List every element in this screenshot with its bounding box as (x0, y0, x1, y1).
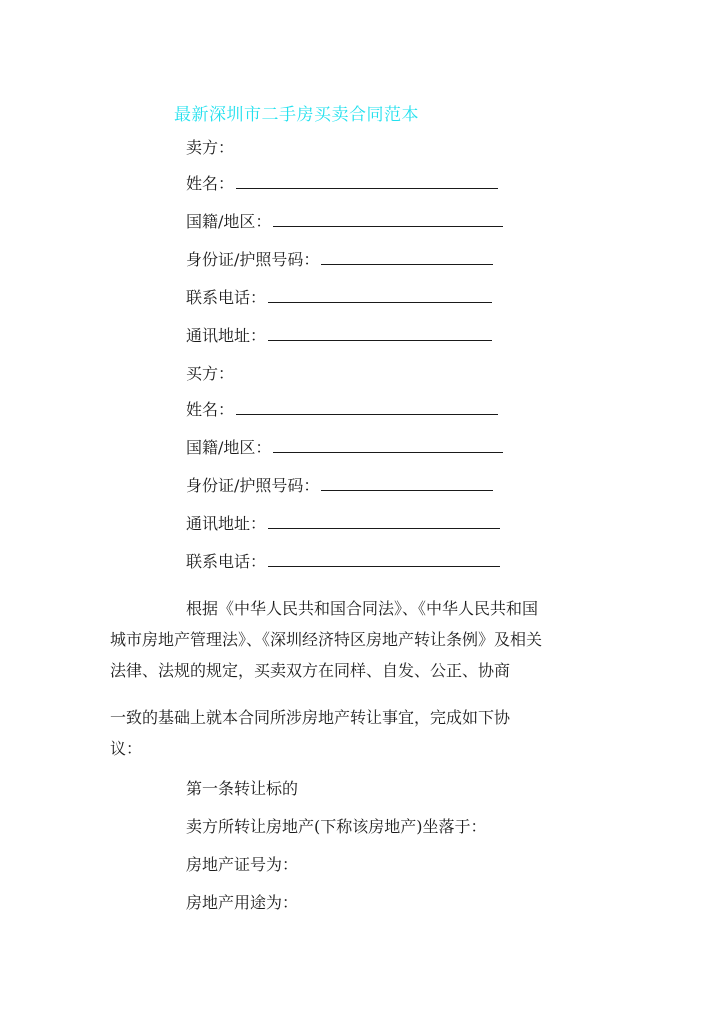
seller-id-row (186, 249, 493, 271)
buyer-id-label: 身份证/护照号码： (186, 476, 320, 495)
buyer-name-label: 姓名： (186, 400, 235, 419)
seller-address-label: 通讯地址： (186, 326, 267, 345)
preamble-line-4: 一致的基础上就本合同所涉房地产转让事宜，完成如下协 (110, 708, 511, 727)
preamble-line-1: 根据《中华人民共和国合同法》、《中华人民共和国 (186, 599, 539, 618)
seller-id-label: 身份证/护照号码： (186, 250, 320, 269)
seller-nationality-blank[interactable] (273, 212, 503, 227)
seller-id-blank[interactable] (321, 250, 493, 265)
seller-heading: 卖方： (186, 138, 235, 157)
buyer-address-blank[interactable] (268, 514, 500, 529)
preamble-line-2: 城市房地产管理法》、《深圳经济特区房地产转让条例》及相关 (110, 630, 543, 649)
preamble-line-5: 议： (110, 739, 143, 758)
buyer-address-row (186, 513, 500, 535)
buyer-nationality-row (186, 437, 503, 459)
seller-name-label: 姓名： (186, 174, 235, 193)
buyer-nationality-label: 国籍/地区： (186, 438, 272, 457)
seller-address-blank[interactable] (268, 326, 492, 341)
seller-name-row (186, 173, 498, 195)
buyer-phone-blank[interactable] (268, 552, 500, 567)
seller-phone-blank[interactable] (268, 288, 492, 303)
seller-phone-label: 联系电话： (186, 288, 267, 307)
seller-name-blank[interactable] (236, 174, 498, 189)
seller-nationality-label: 国籍/地区： (186, 212, 272, 231)
seller-nationality-row (186, 211, 503, 233)
buyer-phone-label: 联系电话： (186, 552, 267, 571)
document-title: 最新深圳市二手房买卖合同范本 (174, 105, 419, 125)
buyer-heading: 买方： (186, 364, 235, 383)
article-1-location: 卖方所转让房地产(下称该房地产)坐落于： (186, 817, 487, 836)
article-1-heading: 第一条转让标的 (186, 779, 299, 798)
buyer-phone-row (186, 551, 500, 573)
seller-address-row (186, 325, 492, 347)
article-1-usage: 房地产用途为： (186, 893, 299, 912)
buyer-nationality-blank[interactable] (273, 438, 503, 453)
seller-phone-row (186, 287, 492, 309)
preamble-line-3: 法律、法规的规定，买卖双方在同样、自发、公正、协商 (110, 661, 511, 680)
article-1-cert-no: 房地产证号为： (186, 855, 299, 874)
buyer-id-row (186, 475, 493, 497)
buyer-address-label: 通讯地址： (186, 514, 267, 533)
buyer-id-blank[interactable] (321, 476, 493, 491)
buyer-name-blank[interactable] (236, 400, 498, 415)
buyer-name-row (186, 399, 498, 421)
